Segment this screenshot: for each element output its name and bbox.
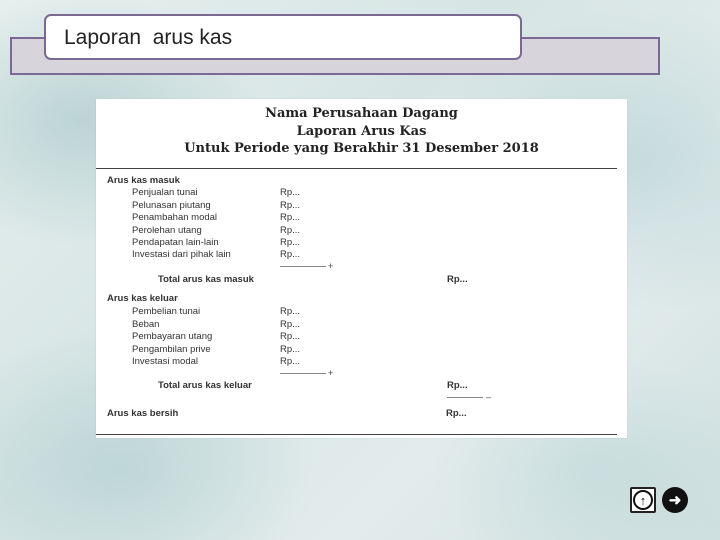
outflow-item-label: Beban	[132, 318, 160, 330]
title-box	[44, 14, 522, 60]
inflow-total-label: Total arus kas masuk	[158, 274, 254, 285]
outflow-item-label: Pembayaran utang	[132, 331, 213, 342]
inflow-item-label: Penambahan modal	[132, 212, 218, 223]
circle-up-arrow-icon[interactable]: ↑	[630, 487, 656, 513]
outflow-total-amount: Rp...	[447, 380, 468, 391]
subtotal-line	[447, 397, 483, 398]
inflow-item-label: Pelunasan piutang	[132, 199, 211, 211]
outflow-item-label: Pembelian tunai	[132, 306, 201, 317]
outflow-item-amount: Rp...	[280, 343, 301, 355]
outflow-item-amount: Rp...	[280, 331, 301, 342]
inflow-label: Arus kas masuk	[107, 175, 180, 186]
inflow-item-label: Investasi dari pihak lain	[132, 249, 231, 260]
inflow-item-label: Perolehan utang	[132, 224, 202, 236]
subtotal-line	[280, 266, 326, 267]
inflow-item-label: Penjualan tunai	[132, 187, 198, 198]
plus-sign: +	[328, 368, 334, 378]
inflow-item-amount: Rp...	[280, 249, 301, 260]
net-label: Arus kas bersih	[107, 408, 179, 419]
plus-sign: +	[328, 261, 334, 271]
outflow-item-label: Pengambilan prive	[132, 343, 211, 355]
net-amount: Rp...	[446, 408, 467, 419]
inflow-item-amount: Rp...	[280, 199, 301, 211]
cash-flow-report	[96, 99, 627, 438]
inflow-item-label: Pendapatan lain-lain	[132, 237, 219, 248]
outflow-item-label: Investasi modal	[132, 355, 199, 367]
outflow-label: Arus kas keluar	[107, 293, 178, 304]
inflow-item-amount: Rp...	[280, 187, 301, 198]
report-name: Laporan Arus Kas	[296, 124, 427, 139]
inflow-item-amount: Rp...	[280, 237, 301, 248]
circle-right-arrow-icon[interactable]: ➜	[662, 487, 688, 513]
minus-sign: _	[486, 388, 492, 398]
company-name: Nama Perusahaan Dagang	[265, 106, 458, 121]
footer-rule	[96, 434, 617, 435]
outflow-item-amount: Rp...	[280, 318, 301, 330]
report-period: Untuk Periode yang Berakhir 31 Desember 2018	[184, 141, 539, 156]
subtotal-line	[280, 373, 326, 374]
slide-title: Laporan arus kas	[64, 26, 233, 49]
outflow-item-amount: Rp...	[280, 355, 301, 367]
header-rule	[96, 168, 617, 169]
outflow-item-amount: Rp...	[280, 306, 301, 317]
inflow-item-amount: Rp...	[280, 212, 301, 223]
outflow-total-label: Total arus kas keluar	[158, 380, 252, 391]
inflow-item-amount: Rp...	[280, 224, 301, 236]
inflow-total-amount: Rp...	[447, 274, 468, 285]
